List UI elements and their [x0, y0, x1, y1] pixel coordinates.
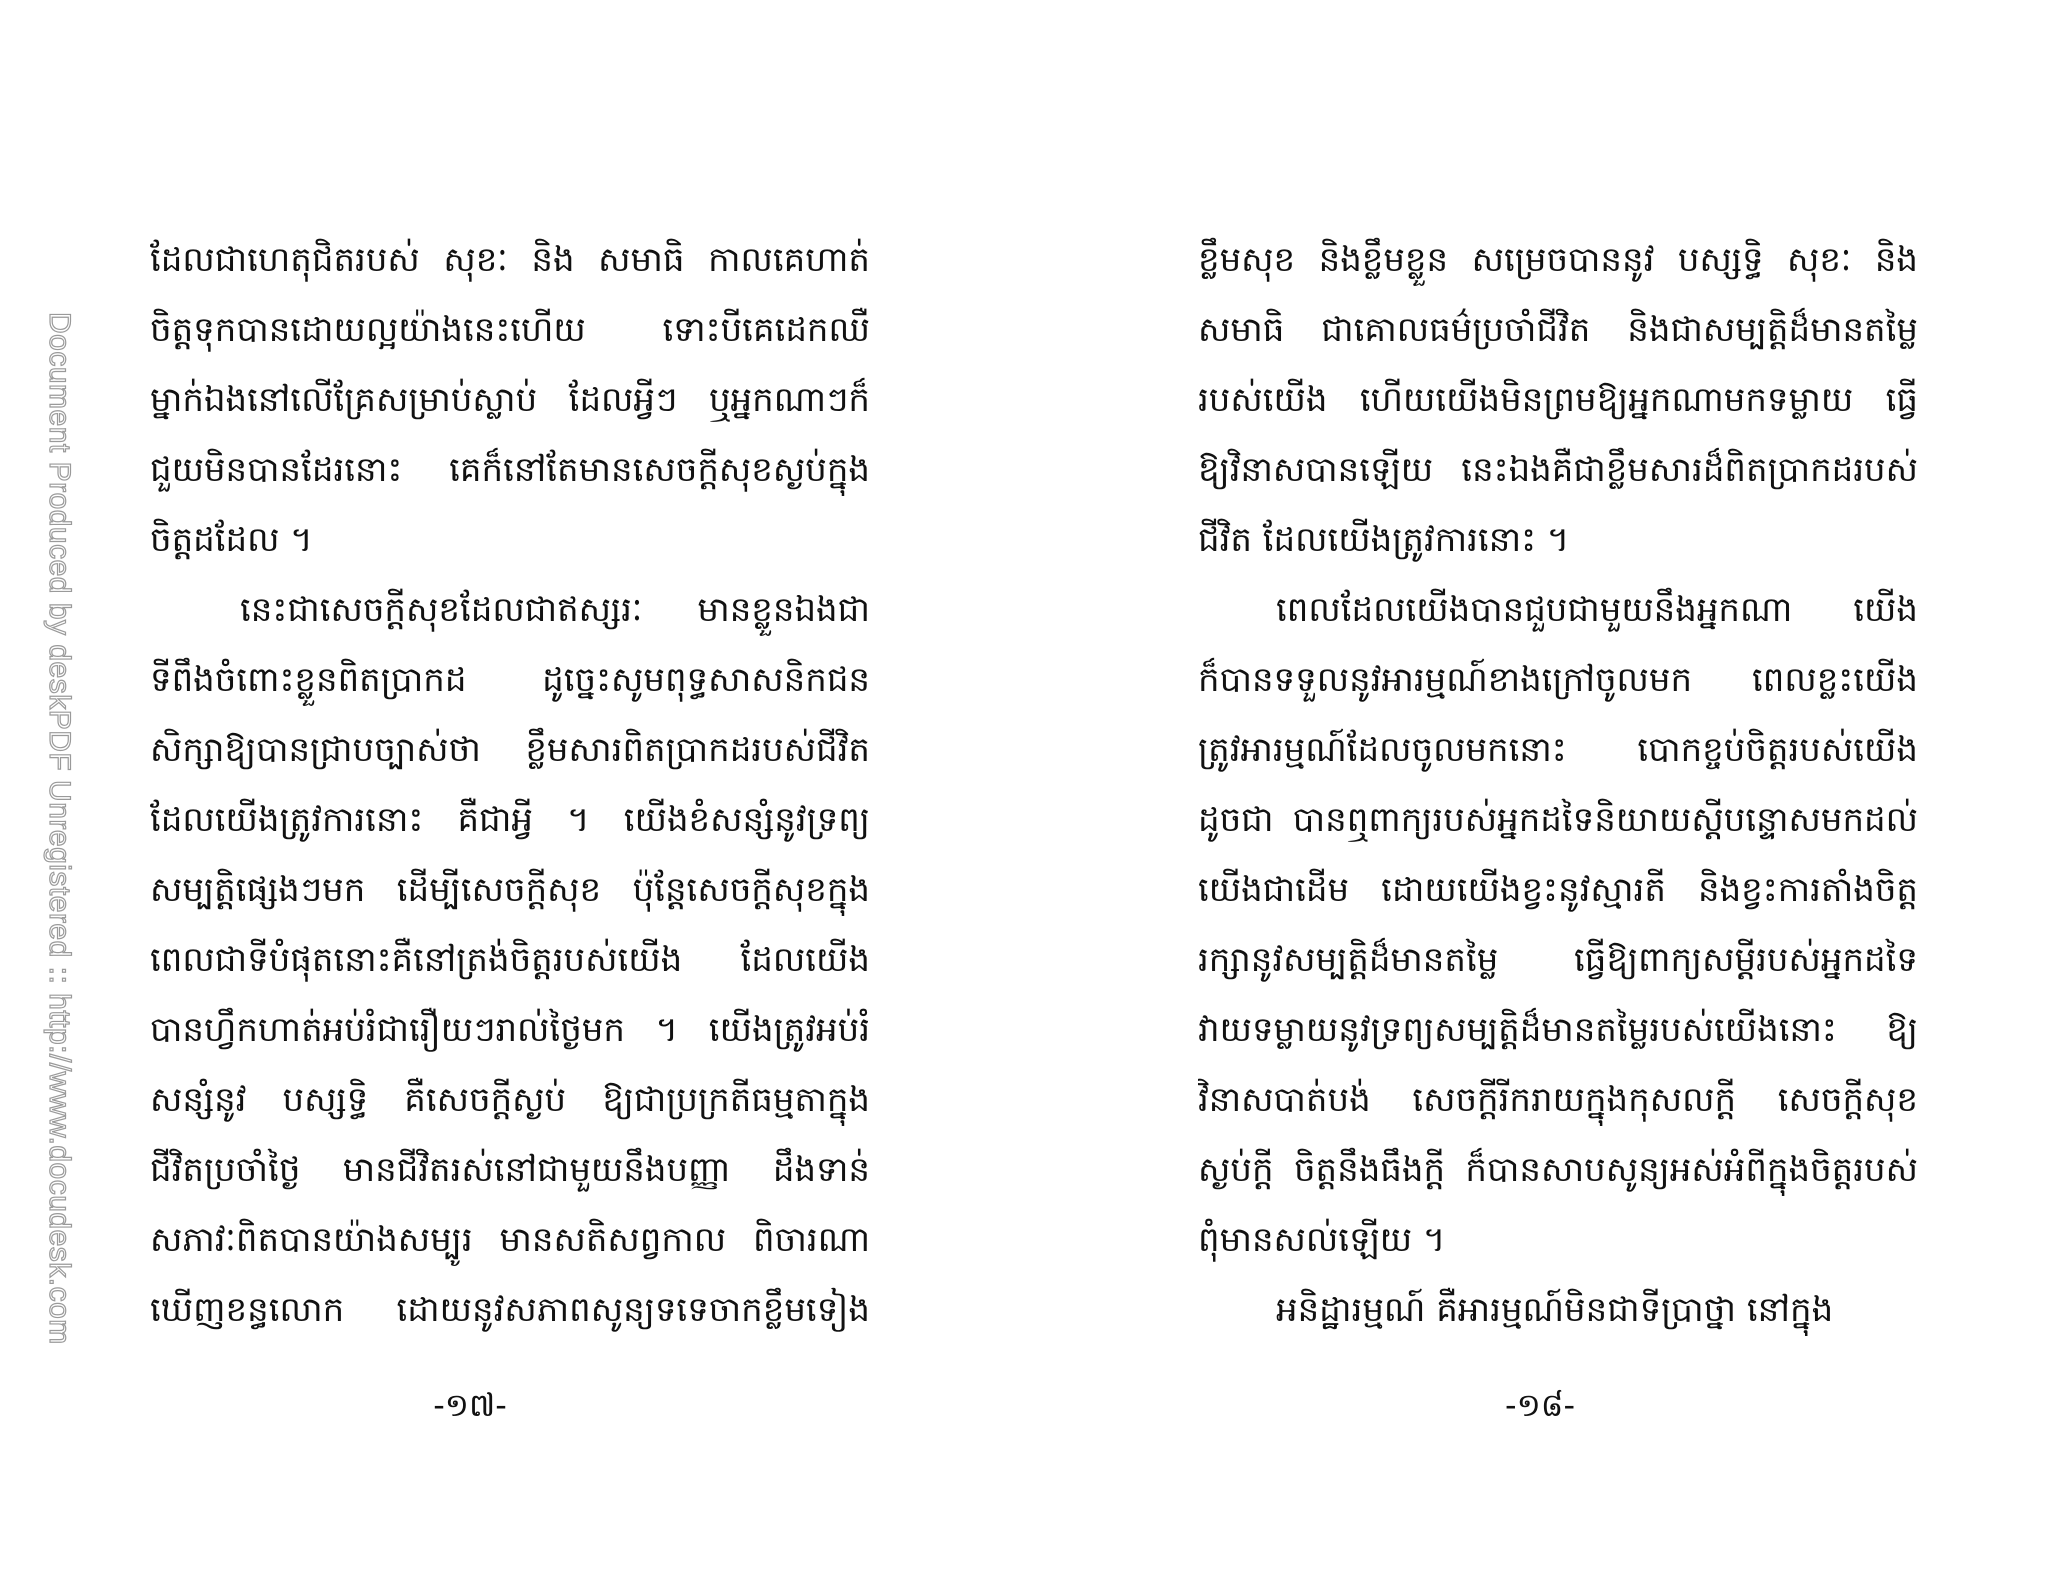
text-line: ត្រូវអារម្មណ៍ដែលចូលមកនោះ បោកខ្ចប់ចិត្តរបស់យើង — [1198, 730, 1918, 770]
text-line: ក៏បានទទួលនូវអារម្មណ៍ខាងក្រៅចូលមក ពេលខ្លះយើង — [1198, 660, 1918, 700]
text-line: ដូចជា បានឮពាក្យរបស់អ្នកដទៃនិយាយស្តីបន្ទោសមកដល់ — [1198, 800, 1918, 840]
text-line: ជីវិតប្រចាំថ្ងៃ មានជីវិតរស់នៅជាមួយនឹងបញ្ញា ដឹងទាន់ — [150, 1150, 870, 1190]
text-line: ស្ងប់ក្តី ចិត្តនឹងធឹងក្តី ក៏បានសាបសូន្យអស់អំពីក្នុងចិត្តរបស់ — [1198, 1150, 1918, 1190]
text-line: សមាធិ ជាគោលធម៌ប្រចាំជីវិត និងជាសម្បត្តិដ៏មានតម្លៃ — [1198, 310, 1918, 350]
text-line: ជួយមិនបានដែរនោះ គេក៏នៅតែមានសេចក្តីសុខស្ងប់ក្នុង — [150, 450, 870, 490]
text-line: ពេលជាទីបំផុតនោះគឺនៅត្រង់ចិត្តរបស់យើង ដែលយើង — [150, 940, 870, 980]
text-line: របស់យើង ហើយយើងមិនព្រមឱ្យអ្នកណាមកទម្លាយ ធ្វើ — [1198, 380, 1918, 420]
left-page — [150, 225, 870, 1345]
right-page — [1198, 225, 1918, 1345]
text-line: វាយទម្លាយនូវទ្រព្យសម្បត្តិដ៏មានតម្លៃរបស់យើងនោះ ឱ្យ — [1198, 1010, 1918, 1050]
text-line: ទីពឹងចំពោះខ្លួនពិតប្រាកដ ដូច្នេះសូមពុទ្ធសាសនិកជន — [150, 660, 870, 700]
text-line: ជីវិត ដែលយើងត្រូវការនោះ ។ — [1198, 520, 1570, 560]
text-line: វិនាសបាត់បង់ សេចក្តីរីករាយក្នុងកុសលក្តី សេចក្តីសុខ — [1198, 1080, 1918, 1120]
page-number: -១៨- — [1505, 1386, 1575, 1424]
text-line: ដែលយើងត្រូវការនោះ គឺជាអ្វី ។ យើងខំសន្សំនូវទ្រព្យ — [150, 800, 870, 840]
text-line: ចិត្តទុកបានដោយល្អយ៉ាងនេះហើយ ទោះបីគេដេកឈឺ — [150, 310, 870, 350]
paragraph-start-line: នេះជាសេចក្តីសុខដែលជាឥស្សរៈ មានខ្លួនឯងជា — [240, 590, 870, 630]
text-line: ខ្លឹមសុខ និងខ្លឹមខ្លួន សម្រេចបាននូវ បស្សទ្ធិ សុខៈ និង — [1198, 240, 1918, 280]
text-line: សភាវៈពិតបានយ៉ាងសម្បូរ មានសតិសព្វកាល ពិចារណា — [150, 1220, 870, 1260]
text-line: សន្សំនូវ បស្សទ្ធិ គឺសេចក្តីស្ងប់ ឱ្យជាប្រក្រតីធម្មតាក្នុង — [150, 1080, 870, 1120]
text-line: ឃើញខន្ធលោក ដោយនូវសភាពសូន្យទទេចាកខ្លឹមទៀង — [150, 1290, 870, 1330]
text-line: យើងជាដើម ដោយយើងខ្វះនូវស្មារតី និងខ្វះការតាំងចិត្ត — [1198, 870, 1918, 910]
page-number: -១៧- — [433, 1386, 507, 1424]
text-line: សិក្សាឱ្យបានជ្រាបច្បាស់ថា ខ្លឹមសារពិតប្រាកដរបស់ជីវិត — [150, 730, 870, 770]
watermark-text: Document Produced by deskPDF Unregistered :: http://www.docudesk.com — [43, 312, 76, 1345]
text-line: ពុំមានសល់ឡើយ ។ — [1198, 1220, 1446, 1260]
text-line: រក្សានូវសម្បត្តិដ៏មានតម្លៃ ធ្វើឱ្យពាក្យសម្តីរបស់អ្នកដទៃ — [1198, 940, 1918, 980]
text-line: ម្នាក់ឯងនៅលើគ្រែសម្រាប់ស្លាប់ ដែលអ្វីៗ ឬអ្នកណាៗក៏ — [150, 380, 870, 420]
text-line: ចិត្តដដែល ។ — [150, 520, 313, 560]
text-line: បានហ្វឹកហាត់អប់រំជារឿយៗរាល់ថ្ងៃមក ។ យើងត្រូវអប់រំ — [150, 1010, 870, 1050]
text-line: សម្បត្តិផ្សេងៗមក ដើម្បីសេចក្តីសុខ ប៉ុន្តែសេចក្តីសុខក្នុង — [150, 870, 870, 910]
paragraph-start-line: ពេលដែលយើងបានជួបជាមួយនឹងអ្នកណា យើង — [1276, 590, 1918, 630]
paragraph-start-line: អនិដ្ឋារម្មណ៍ គឺអារម្មណ៍មិនជាទីប្រាថ្នា នៅក្នុង — [1276, 1290, 1834, 1330]
text-line: ឱ្យវិនាសបានឡើយ នេះឯងគឺជាខ្លឹមសារដ៏ពិតប្រាកដរបស់ — [1198, 450, 1918, 490]
text-line: ដែលជាហេតុជិតរបស់ សុខៈ និង សមាធិ កាលគេហាត់ — [150, 240, 870, 280]
